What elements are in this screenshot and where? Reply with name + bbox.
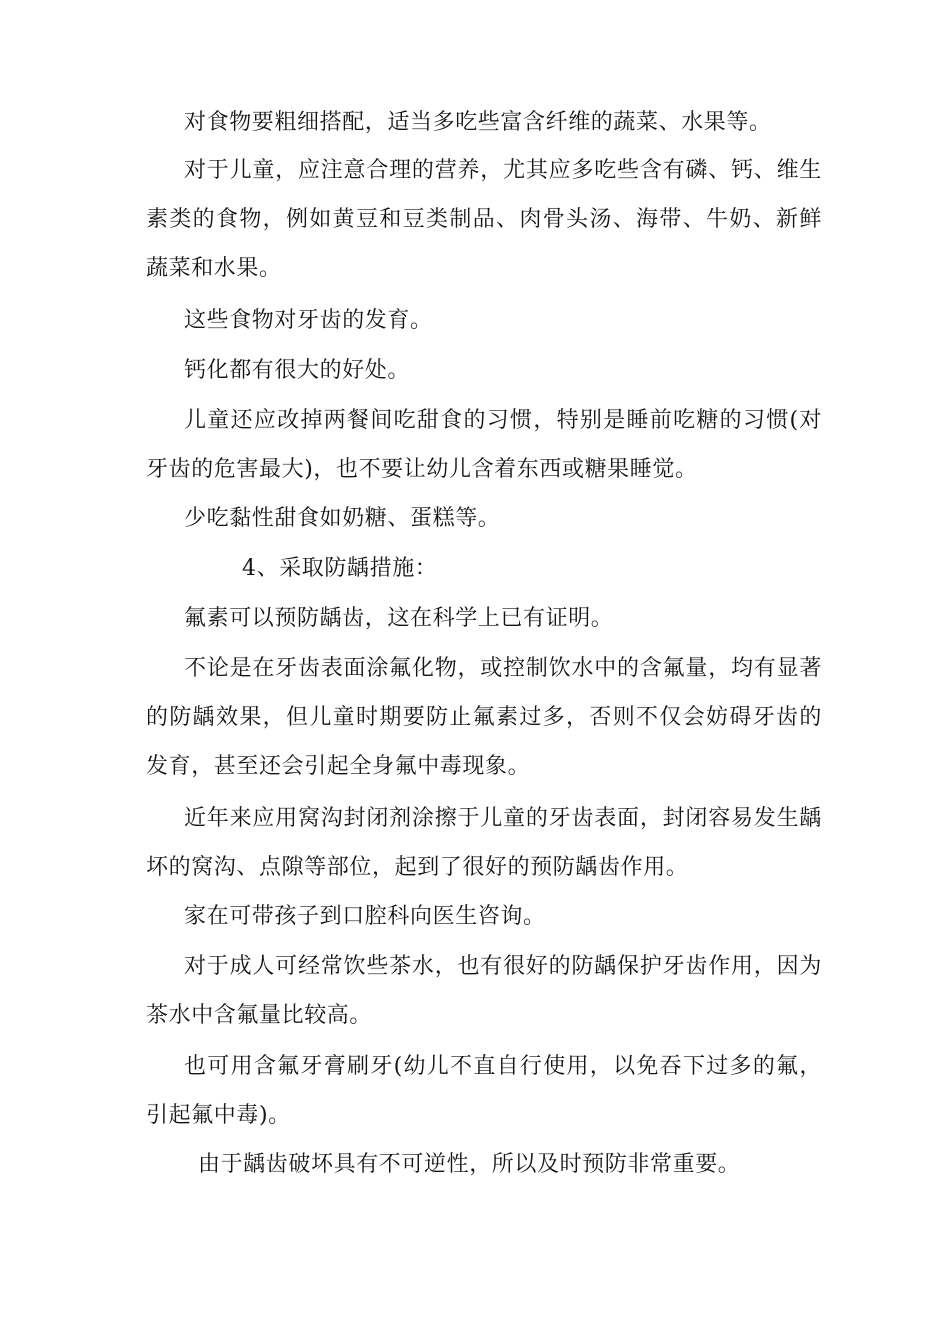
paragraph: 钙化都有很大的好处。 <box>184 358 411 383</box>
paragraph: 家在可带孩子到口腔科向医生咨询。 <box>184 904 546 929</box>
paragraph: 这些食物对牙齿的发育。 <box>184 308 433 333</box>
section-heading: 4、采取防龋措施： <box>242 556 438 581</box>
paragraph: 也可用含氟牙膏刷牙(幼儿不直自行使用，以免吞下过多的氟，引起氟中毒)。 <box>146 1054 822 1128</box>
paragraph: 近年来应用窝沟封闭剂涂擦于儿童的牙齿表面，封闭容易发生龋坏的窝沟、点隙等部位，起到了很好的预防龋齿作用。 <box>146 806 822 880</box>
paragraph: 对于儿童，应注意合理的营养，尤其应多吃些含有磷、钙、维生素类的食物，例如黄豆和豆类制品、肉骨头汤、海带、牛奶、新鲜蔬菜和水果。 <box>146 158 822 281</box>
paragraph: 少吃黏性甜食如奶糖、蛋糕等。 <box>184 506 501 531</box>
paragraph: 由于龋齿破坏具有不可逆性，所以及时预防非常重要。 <box>198 1152 741 1177</box>
paragraph: 对食物要粗细搭配，适当多吃些富含纤维的蔬菜、水果等。 <box>184 110 772 135</box>
paragraph: 不论是在牙齿表面涂氟化物，或控制饮水中的含氟量，均有显著的防龋效果，但儿童时期要防止氟素过多，否则不仅会妨碍牙齿的发育，甚至还会引起全身氟中毒现象。 <box>146 656 822 779</box>
paragraph: 儿童还应改掉两餐间吃甜食的习惯，特别是睡前吃糖的习惯(对牙齿的危害最大)，也不要让幼儿含着东西或糖果睡觉。 <box>146 408 822 482</box>
paragraph: 对于成人可经常饮些茶水，也有很好的防龋保护牙齿作用，因为茶水中含氟量比较高。 <box>146 954 822 1028</box>
paragraph: 氟素可以预防龋齿，这在科学上已有证明。 <box>184 606 614 631</box>
